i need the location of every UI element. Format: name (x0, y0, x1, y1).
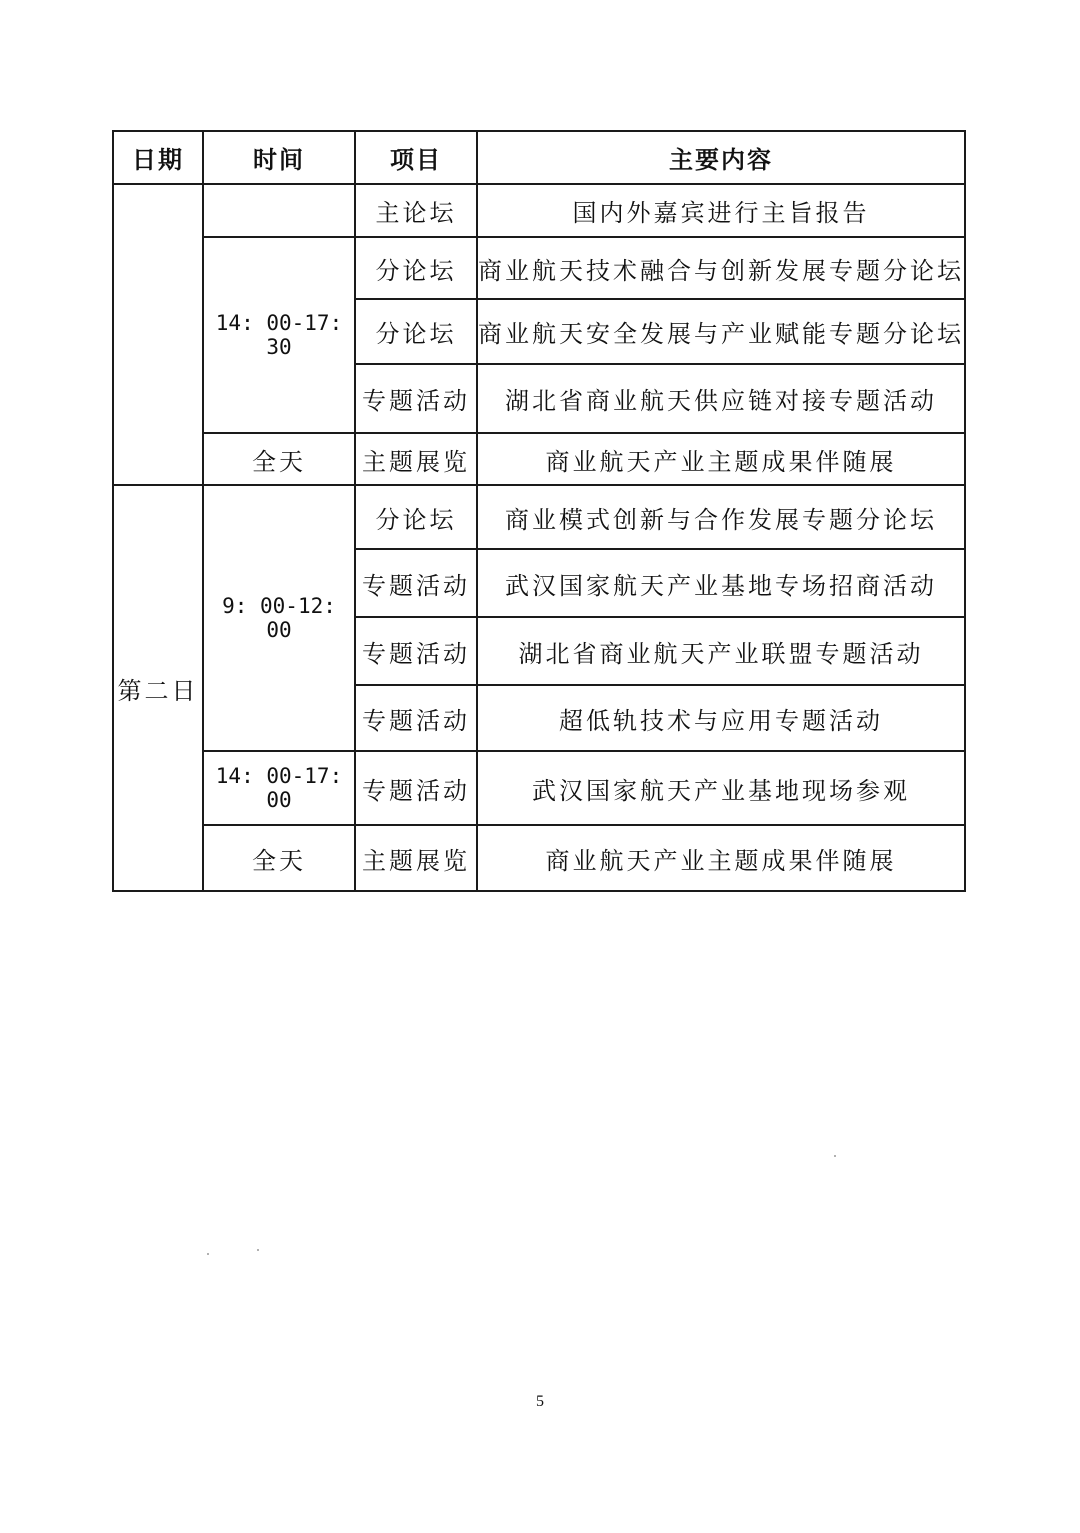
table-row (113, 485, 965, 549)
item-cell: 专题活动 (355, 751, 477, 825)
item-cell: 分论坛 (355, 237, 477, 299)
day1-date-cell (113, 184, 203, 485)
item-cell: 主论坛 (355, 184, 477, 237)
header-content: 主要内容 (477, 131, 965, 184)
content-cell: 国内外嘉宾进行主旨报告 (477, 184, 965, 237)
content-cell: 武汉国家航天产业基地专场招商活动 (477, 549, 965, 617)
content-cell: 超低轨技术与应用专题活动 (477, 685, 965, 751)
time-cell (203, 184, 355, 237)
content-cell: 武汉国家航天产业基地现场参观 (477, 751, 965, 825)
table-row (113, 751, 965, 825)
page-number: 5 (536, 1393, 544, 1410)
table-row (113, 184, 965, 237)
scan-speck (834, 1155, 836, 1157)
header-date: 日期 (113, 131, 203, 184)
item-cell: 专题活动 (355, 549, 477, 617)
item-cell: 分论坛 (355, 485, 477, 549)
table-row (113, 433, 965, 485)
scan-speck (257, 1249, 259, 1251)
content-cell: 湖北省商业航天产业联盟专题活动 (477, 617, 965, 685)
content-cell: 商业航天安全发展与产业赋能专题分论坛 (477, 299, 965, 364)
time-cell: 14: 00-17: 30 (203, 237, 355, 433)
item-cell: 专题活动 (355, 364, 477, 433)
time-cell: 全天 (203, 825, 355, 891)
content-cell: 商业航天技术融合与创新发展专题分论坛 (477, 237, 965, 299)
time-cell: 全天 (203, 433, 355, 485)
day2-date-cell: 第二日 (113, 485, 203, 891)
schedule-table (112, 130, 966, 892)
header-item: 项目 (355, 131, 477, 184)
time-cell: 9: 00-12: 00 (203, 485, 355, 751)
content-cell: 商业模式创新与合作发展专题分论坛 (477, 485, 965, 549)
content-cell: 商业航天产业主题成果伴随展 (477, 433, 965, 485)
item-cell: 专题活动 (355, 685, 477, 751)
time-cell: 14: 00-17: 00 (203, 751, 355, 825)
content-cell: 湖北省商业航天供应链对接专题活动 (477, 364, 965, 433)
table-header-row (113, 131, 965, 184)
content-cell: 商业航天产业主题成果伴随展 (477, 825, 965, 891)
scan-speck (207, 1253, 209, 1255)
item-cell: 分论坛 (355, 299, 477, 364)
item-cell: 主题展览 (355, 433, 477, 485)
header-time: 时间 (203, 131, 355, 184)
table-row (113, 825, 965, 891)
table-row (113, 237, 965, 299)
item-cell: 专题活动 (355, 617, 477, 685)
item-cell: 主题展览 (355, 825, 477, 891)
